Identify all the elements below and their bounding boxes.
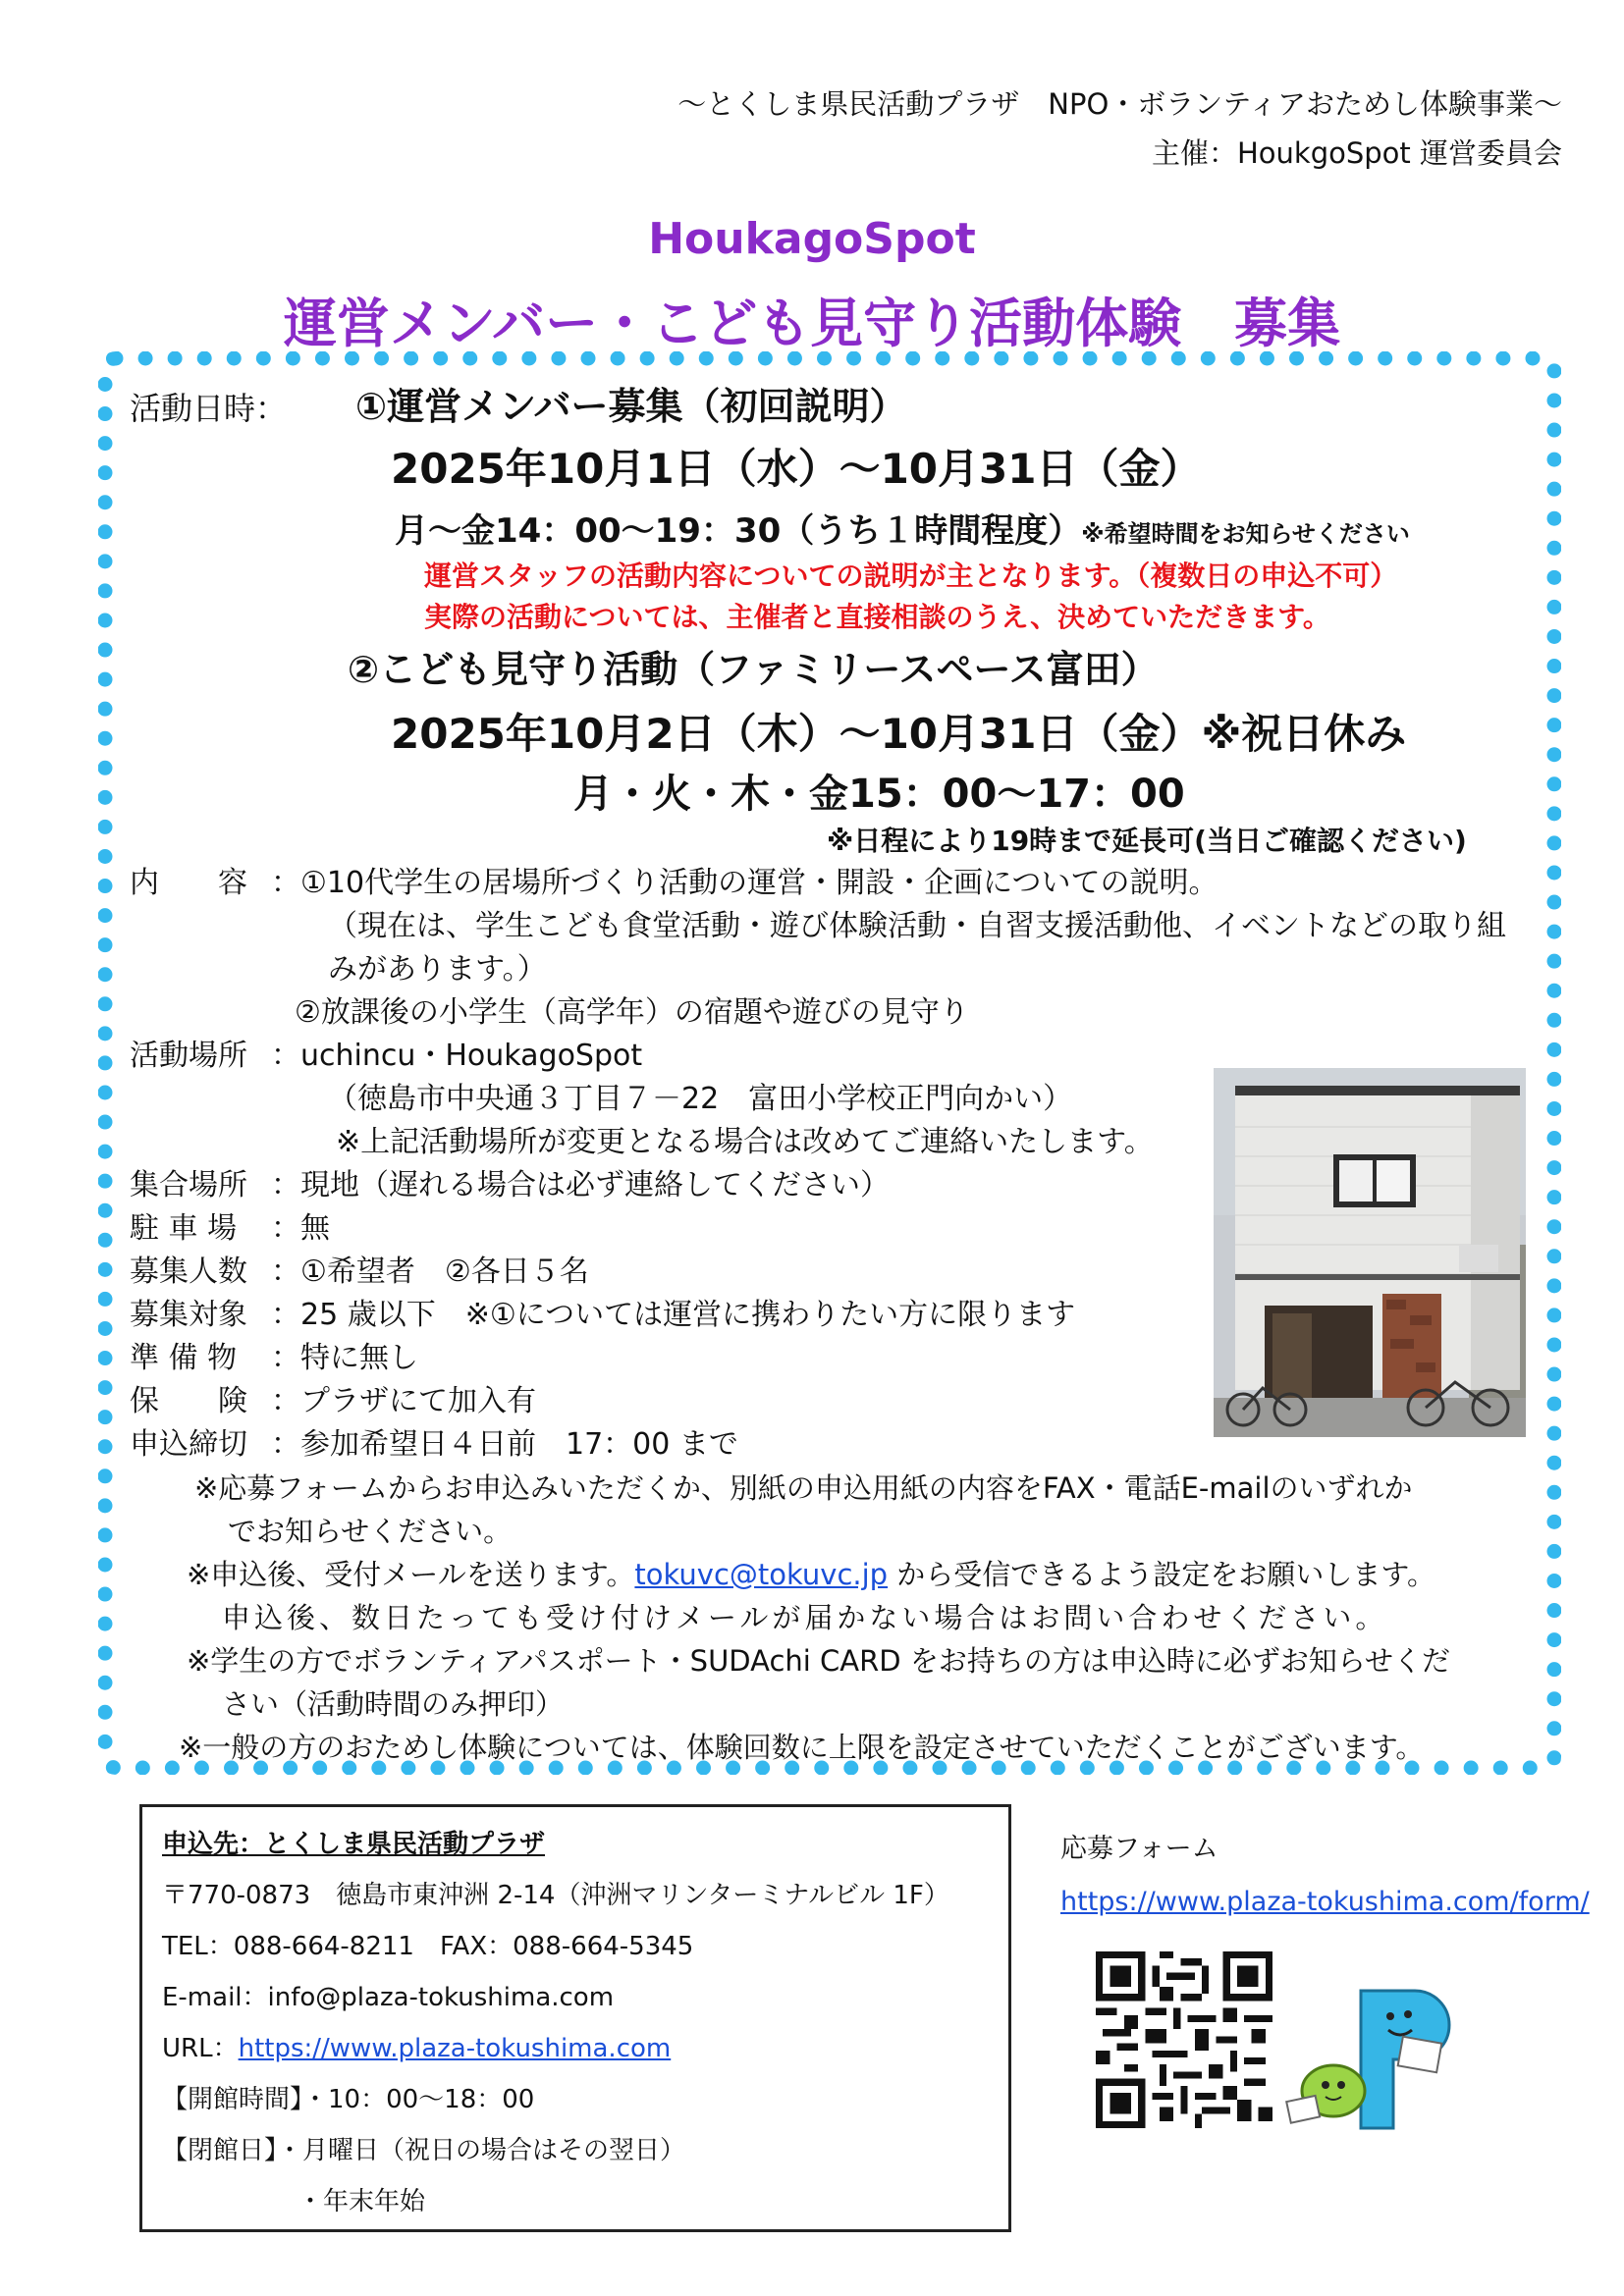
parking-value: ：無 bbox=[271, 1211, 330, 1246]
mascot-illustration bbox=[1282, 1981, 1459, 2148]
part2-heading: ②こども見守り活動（ファミリースペース富田） bbox=[348, 648, 1159, 691]
capacity-label: 募集人数 bbox=[130, 1255, 247, 1289]
part2-dates: 2025年10月2日（木）～10月31日（金）※祝日休み bbox=[391, 710, 1407, 758]
contact-url-row bbox=[162, 2029, 671, 2068]
contact-email: E-mail：info@plaza-tokushima.com bbox=[162, 1983, 615, 2012]
contact-email-link[interactable]: tokuvc@tokuvc.jp bbox=[634, 1558, 889, 1591]
form-url-link[interactable]: https://www.plaza-tokushima.com/form/ bbox=[1060, 1887, 1590, 1917]
place-line-1: ：uchincu・HoukagoSpot bbox=[271, 1039, 643, 1073]
part1-dates: 2025年10月1日（水）～10月31日（金） bbox=[391, 445, 1202, 493]
place-label: 活動場所 bbox=[130, 1039, 247, 1073]
note-4a: ※学生の方でボランティアパスポート・SUDAchi CARD をお持ちの方は申込時に必ずお知らせくだ bbox=[187, 1644, 1450, 1678]
note-1b: でお知らせください。 bbox=[228, 1515, 513, 1548]
qr-code[interactable] bbox=[1096, 1951, 1272, 2128]
part2-extension-note: ※日程により19時まで延長可(当日ご確認ください) bbox=[827, 825, 1467, 857]
note-2-post: から受信できるよう設定をお願いします。 bbox=[888, 1558, 1435, 1591]
building-photo bbox=[1214, 1068, 1526, 1437]
note-2-pre: ※申込後、受付メールを送ります。 bbox=[187, 1558, 635, 1591]
content-line-2: （現在は、学生こども食堂活動・遊び体験活動・自習支援活動他、イベントなどの取り組 bbox=[328, 909, 1506, 943]
brand-title: HoukagoSpot bbox=[648, 214, 976, 264]
contact-url-label: URL： bbox=[162, 2034, 239, 2063]
meet-label: 集合場所 bbox=[130, 1168, 247, 1202]
contact-title: 申込先：とくしま県民活動プラザ bbox=[162, 1830, 546, 1859]
schedule-label: 活動日時： bbox=[130, 390, 288, 427]
contact-closed-row bbox=[162, 2131, 685, 2170]
part1-heading: ①運営メンバー募集（初回説明） bbox=[355, 385, 907, 428]
place-line-3: ※上記活動場所が変更となる場合は改めてご連絡いたします。 bbox=[336, 1125, 1154, 1159]
contact-hours: 【開館時間】・10：00～18：00 bbox=[162, 2085, 535, 2114]
items-label: 準 備 物 bbox=[130, 1341, 238, 1375]
part1-time-note: ※希望時間をお知らせください bbox=[1081, 520, 1410, 548]
part2-time: 月・火・木・金15：00～17：00 bbox=[573, 772, 1185, 817]
note-5: ※一般の方のおためし体験については、体験回数に上限を設定させていただくことがございます。 bbox=[179, 1731, 1425, 1764]
note-1a: ※応募フォームからお申込みいただくか、別紙の申込用紙の内容をFAX・電話E-mailのいずれか bbox=[194, 1471, 1413, 1505]
parking-label: 駐 車 場 bbox=[130, 1211, 238, 1246]
organizer-line: 主催：HoukgoSpot 運営委員会 bbox=[1151, 136, 1562, 170]
content-line-3: みがあります。） bbox=[328, 952, 547, 987]
contact-closed-label: 【閉館日】 bbox=[162, 2136, 278, 2165]
note-3: 申込後、数日たっても受け付けメールが届かない場合はお問い合わせください。 bbox=[222, 1601, 1388, 1634]
target-label: 募集対象 bbox=[130, 1298, 247, 1332]
note-2 bbox=[187, 1553, 1435, 1596]
target-value: ：25 歳以下 ※①については運営に携わりたい方に限ります bbox=[271, 1298, 1076, 1332]
part1-time bbox=[395, 507, 1410, 559]
content-label: 内 容 bbox=[130, 866, 247, 900]
contact-address: 〒770-0873 徳島市東沖洲 2-14（沖洲マリンターミナルビル 1F） bbox=[162, 1881, 949, 1910]
place-line-2: （徳島市中央通３丁目７－22 富田小学校正門向かい） bbox=[328, 1082, 1073, 1116]
contact-closed-1: ・月曜日（祝日の場合はその翌日） bbox=[277, 2136, 686, 2165]
note-4b: さい（活動時間のみ押印） bbox=[222, 1687, 565, 1721]
contact-url-link[interactable]: https://www.plaza-tokushima.com bbox=[238, 2034, 672, 2063]
part1-note-1: 運営スタッフの活動内容についての説明が主となります。（複数日の申込不可） bbox=[424, 560, 1398, 592]
insurance-value: ：プラザにて加入有 bbox=[271, 1384, 536, 1418]
insurance-label: 保 険 bbox=[130, 1384, 247, 1418]
part1-note-2: 実際の活動については、主催者と直接相談のうえ、決めていただきます。 bbox=[424, 601, 1330, 633]
content-line-1: ：①10代学生の居場所づくり活動の運営・開設・企画についての説明。 bbox=[271, 866, 1218, 900]
items-value: ：特に無し bbox=[271, 1341, 418, 1375]
part1-time-text: 月～金14：00～19：30（うち１時間程度） bbox=[395, 511, 1082, 551]
headline: 運営メンバー・こども見守り活動体験 募集 bbox=[283, 293, 1341, 354]
contact-tel-fax: TEL：088-664-8211 FAX：088-664-5345 bbox=[162, 1932, 694, 1961]
meet-value: ：現地（遅れる場合は必ず連絡してください） bbox=[271, 1168, 890, 1202]
content-line-4: ②放課後の小学生（高学年）の宿題や遊びの見守り bbox=[295, 995, 969, 1030]
contact-box bbox=[139, 1804, 1011, 2232]
program-line: ～とくしま県民活動プラザ NPO・ボランティアおためし体験事業～ bbox=[677, 87, 1562, 121]
deadline-label: 申込締切 bbox=[130, 1427, 247, 1462]
contact-closed-2: ・年末年始 bbox=[298, 2187, 426, 2216]
deadline-value: ：参加希望日４日前 17：00 まで bbox=[271, 1427, 738, 1462]
capacity-value: ：①希望者 ②各日５名 bbox=[271, 1255, 589, 1289]
form-label: 応募フォーム bbox=[1060, 1834, 1218, 1864]
